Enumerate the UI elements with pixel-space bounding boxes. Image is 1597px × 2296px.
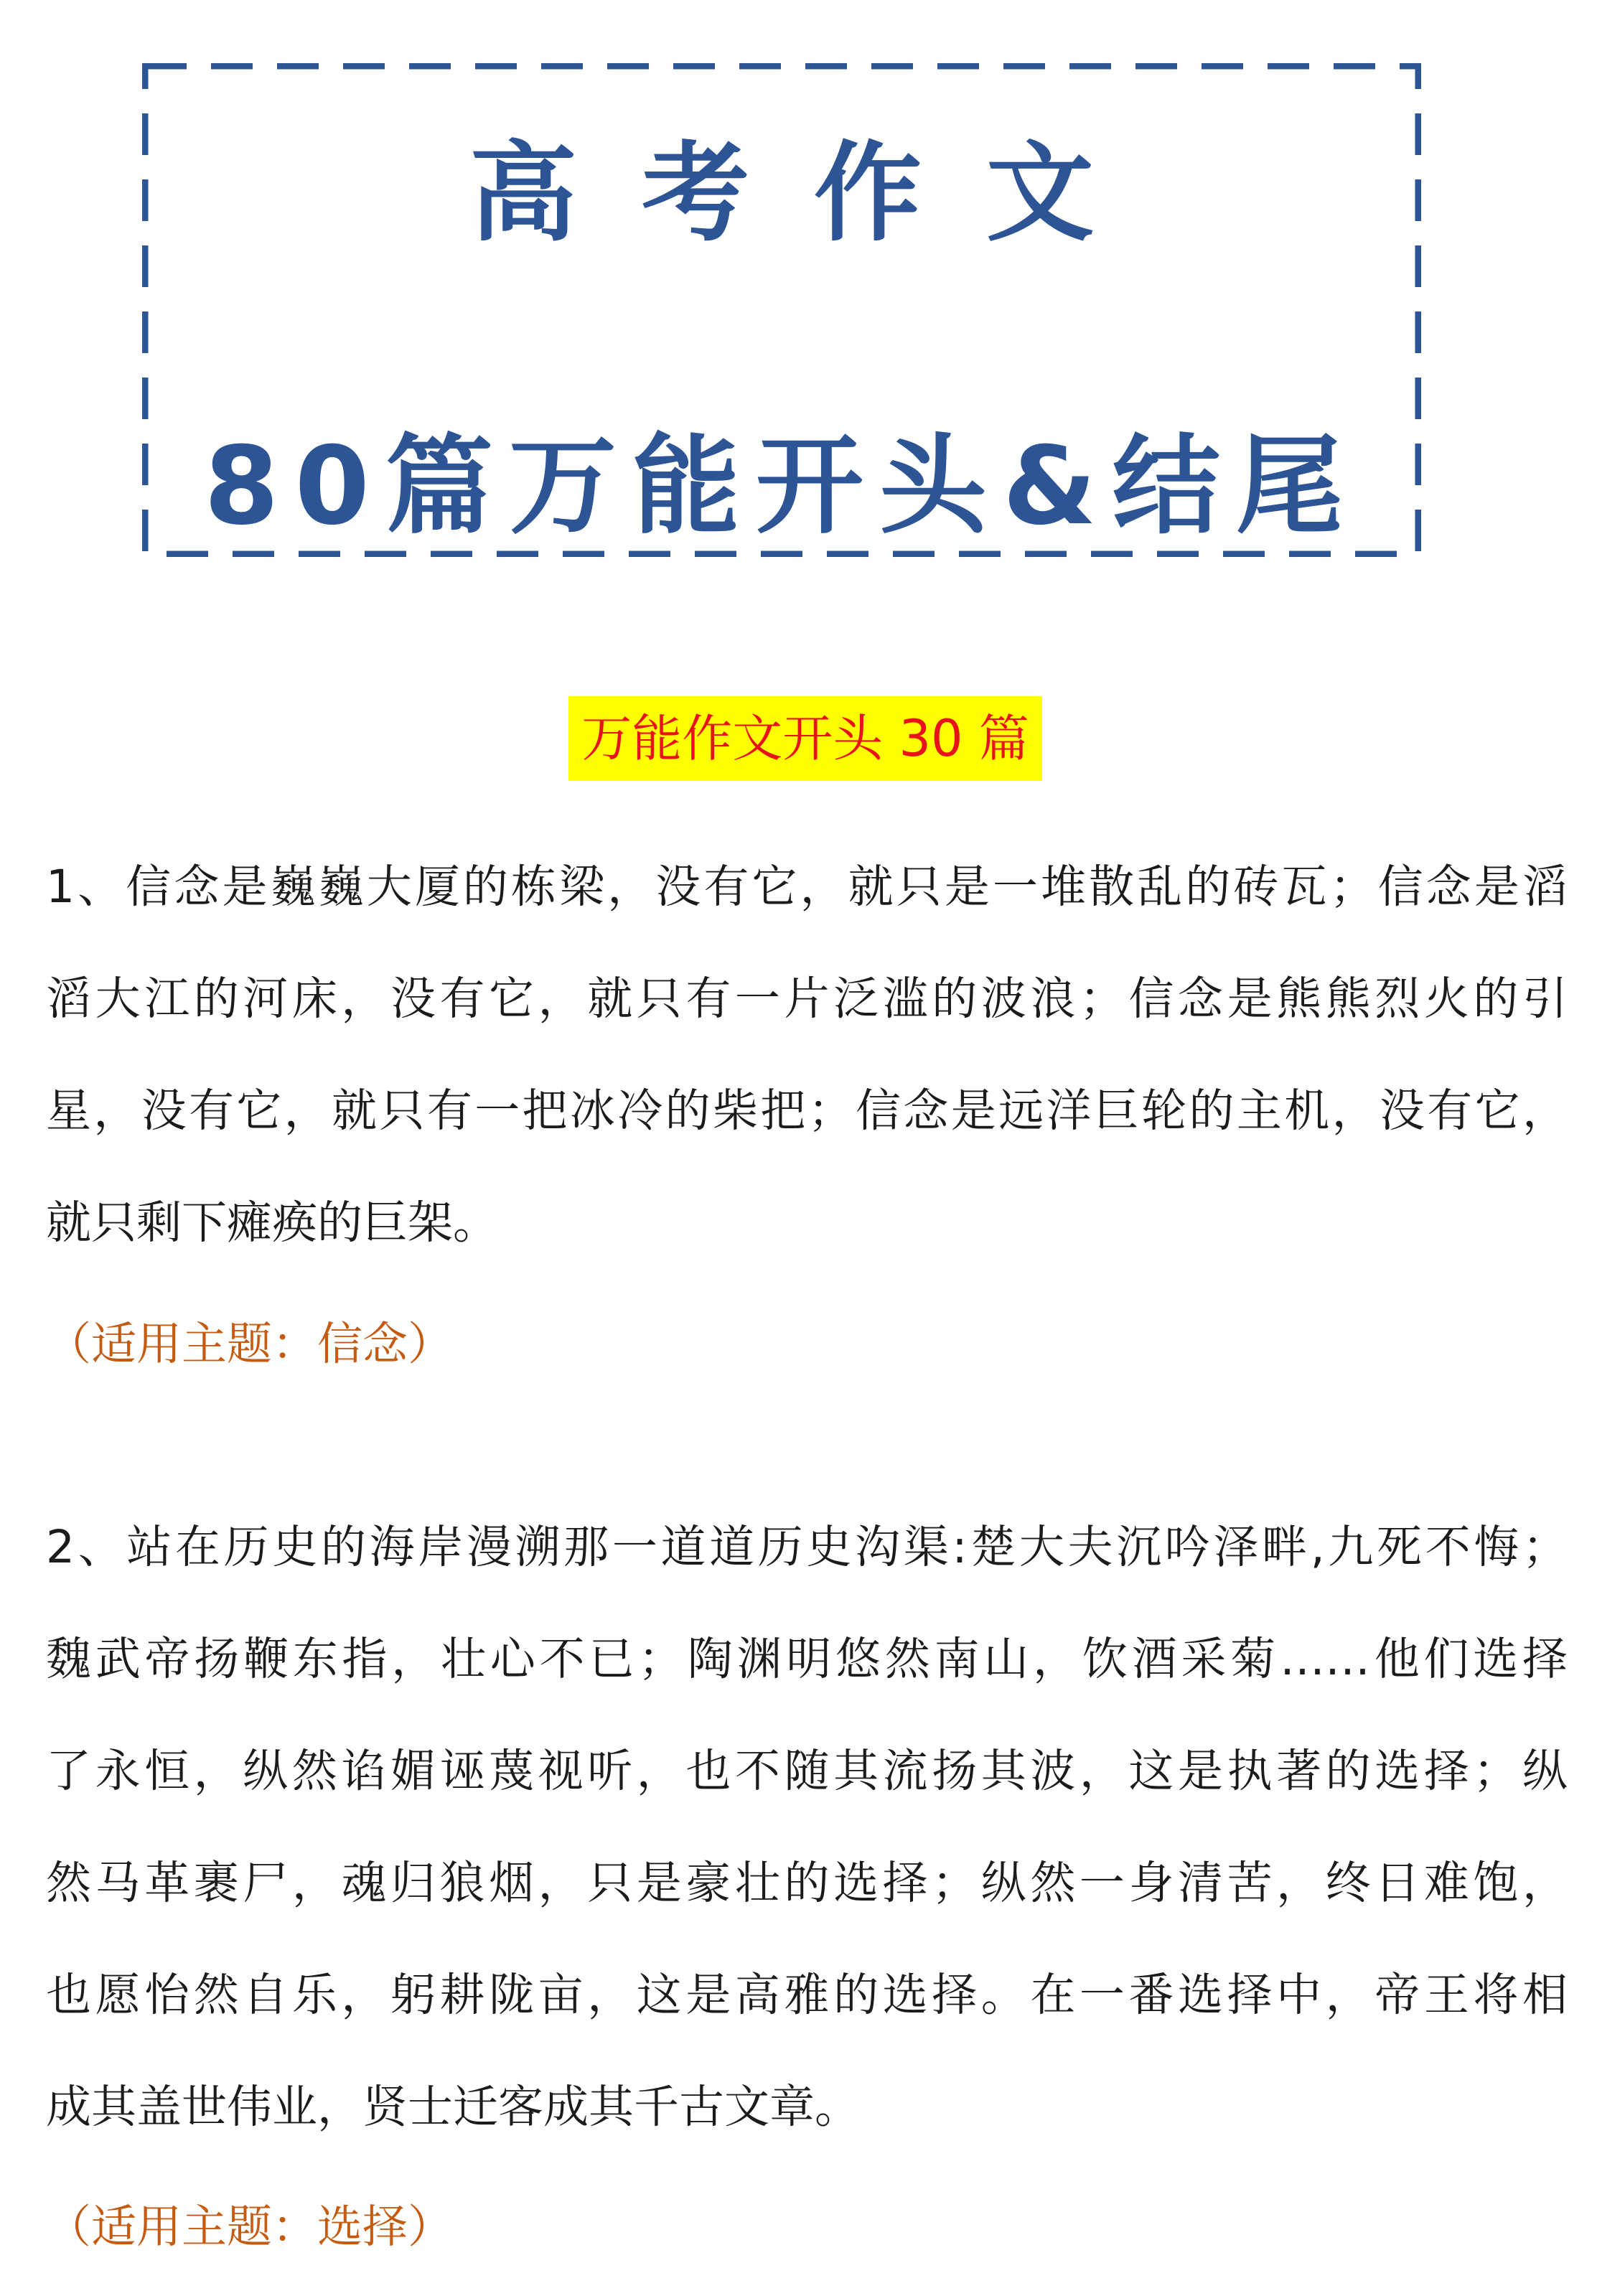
entry-2-theme: （适用主题：选择） — [46, 2201, 453, 2253]
entry-2-line-4: 然马革裹尸，魂归狼烟，只是豪壮的选择；纵然一身清苦，终日难饱， — [46, 1857, 1568, 1909]
entry-2-line-6: 成其盖世伟业，贤士迁客成其千古文章。 — [46, 2081, 860, 2133]
entry-1-line-3: 星，没有它，就只有一把冰冷的柴把；信念是远洋巨轮的主机，没有它， — [46, 1084, 1568, 1137]
entry-2-line-2: 魏武帝扬鞭东指，壮心不已；陶渊明悠然南山，饮酒采菊……他们选择 — [46, 1633, 1568, 1685]
entry-1-theme: （适用主题：信念） — [46, 1318, 453, 1370]
title-line-1: 高考作文 — [469, 131, 1158, 256]
section-heading: 万能作文开头 30 篇 — [568, 696, 1042, 781]
entry-1-line-2: 滔大江的河床，没有它，就只有一片泛滥的波浪；信念是熊熊烈火的引 — [46, 973, 1568, 1025]
entry-1-paragraph — [46, 831, 1568, 1279]
entry-2-paragraph — [46, 1491, 1568, 2163]
entry-2-line-1: 2、站在历史的海岸漫溯那一道道历史沟渠:楚大夫沉吟泽畔,九死不悔； — [46, 1521, 1568, 1573]
title-line-2: 80篇万能开头&结尾 — [204, 424, 1359, 549]
title-box — [142, 63, 1421, 557]
entry-1-line-4: 就只剩下瘫痪的巨架。 — [46, 1196, 498, 1249]
entry-1-line-1: 1、信念是巍巍大厦的栋梁，没有它，就只是一堆散乱的砖瓦；信念是滔 — [46, 861, 1568, 913]
entry-2-line-3: 了永恒，纵然谄媚诬蔑视听，也不随其流扬其波，这是执著的选择；纵 — [46, 1745, 1568, 1797]
entry-2-line-5: 也愿怡然自乐，躬耕陇亩，这是高雅的选择。在一番选择中，帝王将相 — [46, 1969, 1568, 2021]
